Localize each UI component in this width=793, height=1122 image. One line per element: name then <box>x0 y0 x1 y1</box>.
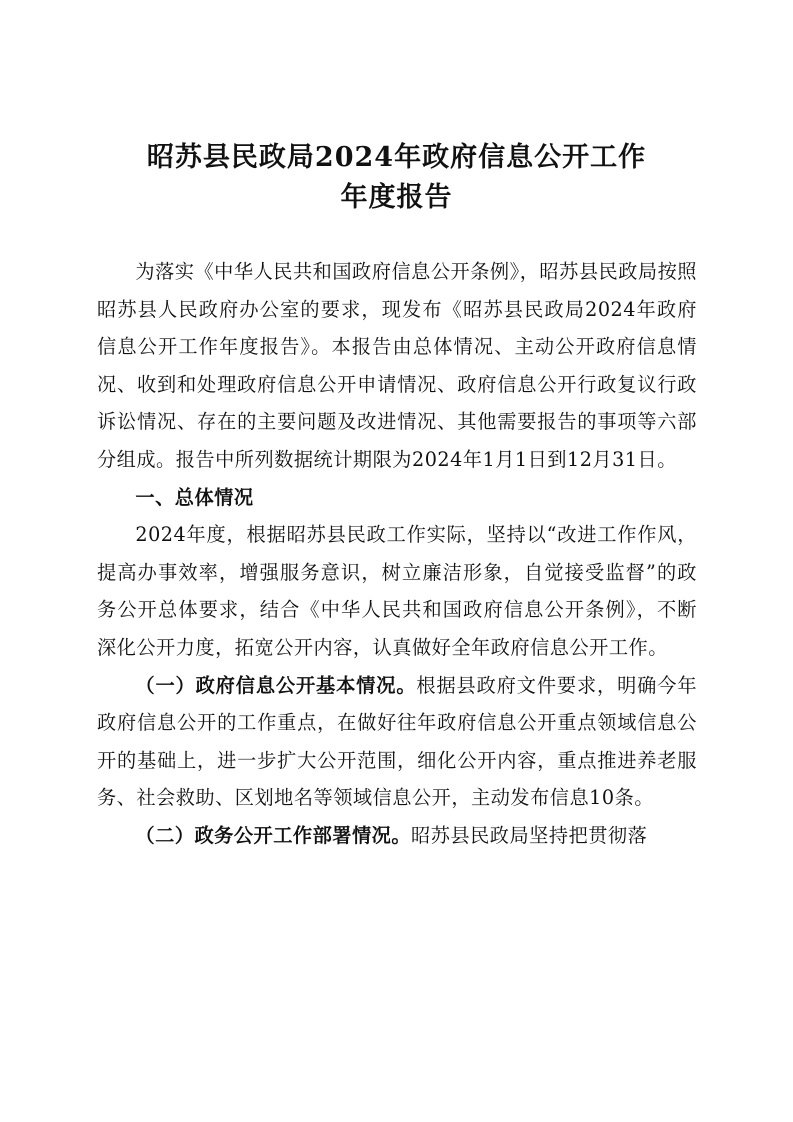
document-body <box>97 253 697 855</box>
subsection-deployment <box>97 817 697 855</box>
subsection-lead-deployment: （二）政务公开工作部署情况。 <box>135 823 412 847</box>
intro-paragraph: 为落实《中华人民共和国政府信息公开条例》，昭苏县民政局按照昭苏县人民政府办公室的要求，现发布《昭苏县民政局2024年政府信息公开工作年度报告》。本报告由总体情况、主动公开政府信息情况、收到和处理政府信息公开申请情况、政府信息公开行政复议行政诉讼情况、存在的主要问题及改进情况、其他需要报告的事项等六部分组成。报告中所列数据统计期限为2024年1月1日到12月31日。 <box>97 260 697 471</box>
section-heading-overview: 一、总体情况 <box>135 485 254 509</box>
subsection-text-basic-info: 根据县政府文件要求，明确今年政府信息公开的工作重点，在做好往年政府信息公开重点领域信息公开的基础上，进一步扩大公开范围，细化公开内容，重点推进养老服务、社会救助、区划地名等领域信息公开，主动发布信息10条。 <box>97 673 698 810</box>
subsection-basic-info <box>97 667 697 817</box>
document-title-line2: 年度报告 <box>340 182 453 213</box>
subsection-text-deployment: 昭苏县民政局坚持把贯彻落 <box>411 823 648 847</box>
document-title-line1: 昭苏县民政局2024年政府信息公开工作 <box>146 142 647 173</box>
subsection-lead-basic-info: （一）政府信息公开基本情况。 <box>135 673 417 697</box>
overview-paragraph: 2024年度，根据昭苏县民政工作实际，坚持以“改进工作作风，提高办事效率，增强服务意识，树立廉洁形象，自觉接受监督”的政务公开总体要求，结合《中华人民共和国政府信息公开条例》，不断深化公开力度，拓宽公开内容，认真做好全年政府信息公开工作。 <box>97 523 697 659</box>
